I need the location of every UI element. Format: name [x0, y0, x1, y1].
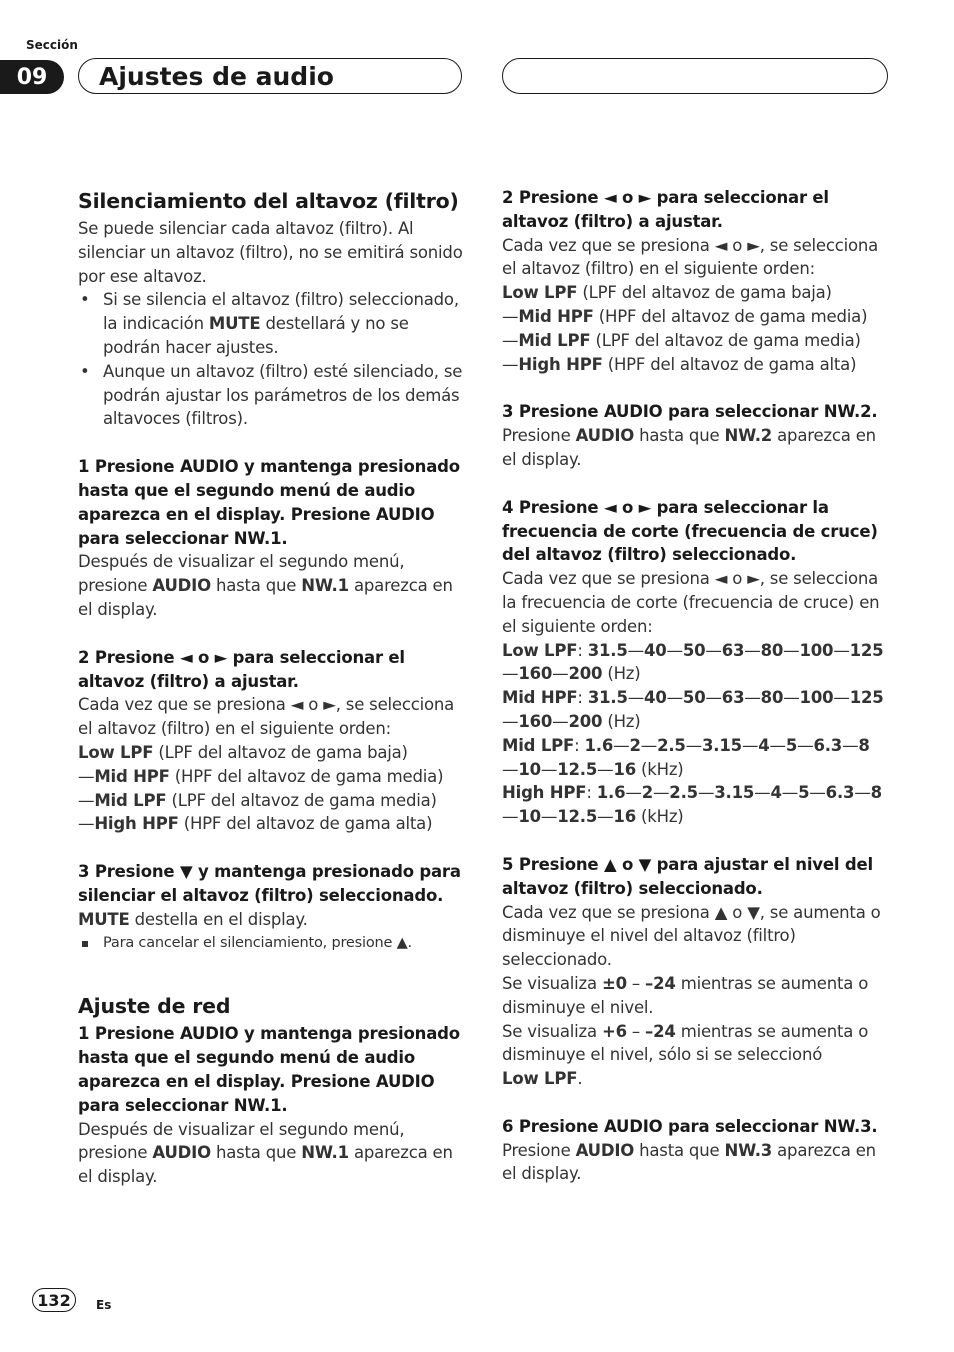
step-title: 6 Presione AUDIO para seleccionar NW.3. — [502, 1116, 878, 1136]
frequency-value: 1.6 — [584, 735, 614, 755]
frequency-unit: (Hz) — [602, 711, 641, 731]
frequency-value: 2 — [629, 735, 641, 755]
left-column — [78, 186, 466, 1189]
frequency-value: 5 — [798, 783, 810, 803]
step-body: Cada vez que se presiona ▲ o ▼, se aumenta o disminuye el nivel del altavoz (filtro) seleccionado. — [502, 902, 881, 970]
list-item: —High HPF (HPF del altavoz de gama alta) — [78, 814, 433, 834]
frequency-value: 160 — [518, 711, 553, 731]
frequency-value: 125 — [849, 640, 884, 660]
page-number: 132 — [32, 1288, 76, 1312]
frequency-value: 80 — [760, 640, 784, 660]
frequency-value: 50 — [682, 688, 706, 708]
speaker-order-list — [78, 741, 466, 836]
frequency-value: 100 — [799, 640, 834, 660]
bullet-item: • Si se silencia el altavoz (filtro) seleccionado, la indicación MUTE destellará y no se podrán hacer ajustes. — [78, 288, 466, 359]
frequency-value: 31.5 — [587, 688, 628, 708]
frequency-value: 31.5 — [587, 640, 628, 660]
step-body: Presione AUDIO hasta que NW.2 aparezca en el display. — [502, 426, 876, 469]
frequency-value: 2.5 — [669, 783, 698, 803]
frequency-value: 200 — [568, 664, 603, 684]
frequency-value: 12.5 — [557, 759, 598, 779]
step-title: 5 Presione ▲ o ▼ para ajustar el nivel del altavoz (filtro) seleccionado. — [502, 854, 873, 898]
frequency-value: 80 — [760, 688, 784, 708]
list-item: —Mid LPF (LPF del altavoz de gama media) — [502, 330, 861, 350]
frequency-sequence: Mid LPF: 1.6—2—2.5—3.15—4—5—6.3—8 —10—12.5—16 (kHz) — [502, 735, 870, 779]
step-body: Se visualiza ±0 – –24 mientras se aumenta o disminuye el nivel. — [502, 973, 869, 1017]
frequency-value: 2.5 — [657, 735, 686, 755]
frequency-value: 8 — [858, 735, 870, 755]
step-body: Después de visualizar el segundo menú, presione AUDIO hasta que NW.1 aparezca en el display. — [78, 552, 453, 619]
note: Para cancelar el silenciamiento, presione ▲. — [78, 932, 466, 956]
frequency-list — [502, 639, 890, 829]
frequency-value: 16 — [613, 759, 636, 779]
section-label: Sección — [26, 38, 78, 52]
frequency-value: 16 — [613, 807, 636, 827]
step-body: Cada vez que se presiona ◄ o ►, se selecciona la frecuencia de corte (frecuencia de cruce) en el siguiente orden: — [502, 569, 880, 636]
frequency-value: 10 — [518, 759, 541, 779]
frequency-value: 50 — [682, 640, 706, 660]
frequency-value: 6.3 — [813, 735, 843, 755]
frequency-sequence: Low LPF: 31.5—40—50—63—80—100—125 —160—200 (Hz) — [502, 640, 884, 684]
frequency-value: 160 — [518, 664, 553, 684]
frequency-value: 12.5 — [557, 807, 598, 827]
frequency-value: 125 — [849, 688, 884, 708]
frequency-value: 6.3 — [825, 783, 855, 803]
frequency-sequence: Mid HPF: 31.5—40—50—63—80—100—125 —160—200 (Hz) — [502, 688, 884, 731]
frequency-sequence: High HPF: 1.6—2—2.5—3.15—4—5—6.3—8 —10—12.5—16 (kHz) — [502, 783, 882, 827]
step-title: 3 Presione ▼ y mantenga presionado para silenciar el altavoz (filtro) seleccionado. — [78, 862, 461, 905]
frequency-name: Low LPF — [502, 640, 578, 660]
frequency-value: 40 — [643, 640, 667, 660]
right-column — [502, 186, 890, 1186]
bullet-list — [78, 288, 466, 431]
step-title: 2 Presione ◄ o ► para seleccionar el altavoz (filtro) a ajustar. — [502, 188, 829, 231]
frequency-unit: (Hz) — [602, 664, 641, 684]
frequency-value: 100 — [799, 688, 834, 708]
list-item: —High HPF (HPF del altavoz de gama alta) — [502, 354, 857, 374]
frequency-name: Mid HPF — [502, 688, 578, 708]
frequency-value: 3.15 — [714, 783, 755, 803]
frequency-name: Mid LPF — [502, 735, 575, 755]
frequency-value: 63 — [721, 640, 745, 660]
step-body: MUTE destella en el display. — [78, 909, 308, 929]
step-title: 4 Presione ◄ o ► para seleccionar la frecuencia de corte (frecuencia de cruce) del altavoz (filtro) seleccionado. — [502, 497, 878, 565]
heading-silenciamiento: Silenciamiento del altavoz (filtro) — [78, 189, 459, 213]
language-code: Es — [96, 1298, 112, 1312]
frequency-value: 5 — [785, 735, 798, 755]
intro-paragraph: Se puede silenciar cada altavoz (filtro). Al silenciar un altavoz (filtro), no se emitirá sonido por ese altavoz. — [78, 219, 463, 286]
step-body: Cada vez que se presiona ◄ o ►, se selecciona el altavoz (filtro) en el siguiente orden: — [502, 235, 879, 279]
speaker-order-list — [502, 281, 890, 376]
list-item: Low LPF (LPF del altavoz de gama baja) — [78, 742, 408, 762]
bullet-item: • Aunque un altavoz (filtro) esté silenciado, se podrán ajustar los parámetros de los demás altavoces (filtros). — [78, 360, 466, 431]
page-title: Ajustes de audio — [78, 58, 462, 94]
frequency-value: 1.6 — [596, 783, 626, 803]
step-body: Presione AUDIO hasta que NW.3 aparezca en el display. — [502, 1140, 876, 1184]
list-item: —Mid HPF (HPF del altavoz de gama media) — [502, 306, 868, 326]
section-number-badge: 09 — [0, 60, 64, 94]
step-body: Se visualiza +6 – –24 mientras se aumenta o disminuye el nivel, sólo si se seleccionó Low LPF. — [502, 1021, 869, 1089]
frequency-value: 63 — [721, 688, 745, 708]
frequency-value: 8 — [870, 783, 882, 803]
empty-header-box — [502, 58, 888, 94]
list-item: —Mid LPF (LPF del altavoz de gama media) — [78, 790, 437, 810]
step-title: 3 Presione AUDIO para seleccionar NW.2. — [502, 402, 878, 422]
step-body: Después de visualizar el segundo menú, presione AUDIO hasta que NW.1 aparezca en el display. — [78, 1119, 453, 1187]
frequency-value: 3.15 — [702, 735, 742, 755]
frequency-value: 200 — [568, 711, 603, 731]
step-body: Cada vez que se presiona ◄ o ►, se selecciona el altavoz (filtro) en el siguiente orden: — [78, 695, 455, 739]
step-title: 1 Presione AUDIO y mantenga presionado hasta que el segundo menú de audio aparezca en el display. Presione AUDIO para seleccionar NW.1. — [78, 457, 460, 548]
frequency-value: 2 — [641, 783, 653, 803]
list-item: Low LPF (LPF del altavoz de gama baja) — [502, 283, 832, 303]
frequency-value: 40 — [644, 688, 667, 708]
frequency-unit: (kHz) — [635, 807, 684, 827]
frequency-value: 4 — [770, 783, 782, 803]
step-title: 1 Presione AUDIO y mantenga presionado hasta que el segundo menú de audio aparezca en el display. Presione AUDIO para seleccionar NW.1. — [78, 1024, 460, 1115]
step-title: 2 Presione ◄ o ► para seleccionar el altavoz (filtro) a ajustar. — [78, 647, 405, 691]
frequency-unit: (kHz) — [635, 759, 684, 779]
frequency-value: 4 — [758, 735, 770, 755]
frequency-name: High HPF — [502, 783, 587, 803]
heading-ajuste-de-red: Ajuste de red — [78, 994, 231, 1019]
frequency-value: 10 — [518, 807, 541, 827]
list-item: —Mid HPF (HPF del altavoz de gama media) — [78, 766, 444, 786]
